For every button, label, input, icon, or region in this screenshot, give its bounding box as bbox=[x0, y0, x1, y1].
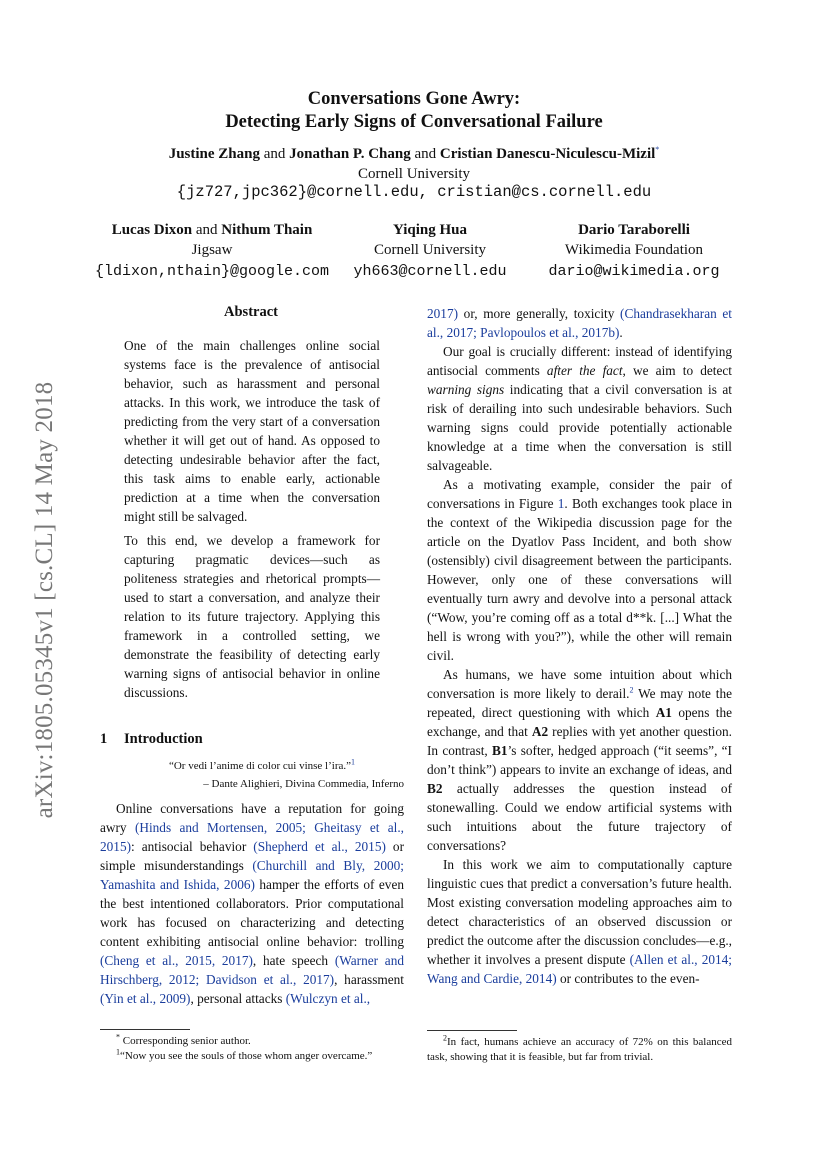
author-affiliation: Cornell University bbox=[357, 166, 471, 182]
abstract-paragraph: One of the main challenges online social systems face is the prevalence of antisocial behavior, such as harassment and personal attacks. In this work, we introduce the task of predicting from the very start of a conversation whether it will get out of hand. As opposed to detecting undesirable behavior after the fact, this task aims to enable early, actionable prediction at a time when the conversation might still be salvaged. bbox=[124, 338, 380, 524]
author-group-jigsaw bbox=[62, 220, 362, 282]
author-email: dario@wikimedia.org bbox=[548, 263, 720, 280]
section-title: Introduction bbox=[124, 731, 203, 747]
author-affiliation: Jigsaw bbox=[191, 242, 233, 258]
paragraph-this-work bbox=[427, 855, 732, 988]
footnotes-left bbox=[100, 1034, 404, 1064]
section-number: 1 bbox=[100, 731, 108, 747]
footnote-ref-link[interactable]: 2 bbox=[629, 685, 634, 695]
footnote-2 bbox=[100, 1049, 404, 1064]
body-text: actually addresses the question instead of stonewalling. Could we endow artificial systems with such intuitions about the future trajectory of conversations? bbox=[427, 781, 732, 853]
author-emails-row-1: {jz727,jpc362}@cornell.edu, cristian@cs.cornell.edu bbox=[176, 183, 652, 201]
author-name: Jonathan P. Chang bbox=[289, 146, 411, 162]
body-text: or contributes to the even- bbox=[556, 971, 700, 986]
author-group-hua bbox=[340, 220, 520, 282]
body-text: In this work we aim to computationally capture linguistic cues that predict a conversation’s future health. Most existing conversation modeling approaches aim to detect characteristics of an observed discussion or predict the outcome after the discussion concludes—e.g., whether it involves a present dispute bbox=[427, 857, 732, 967]
author-email: yh663@cornell.edu bbox=[353, 263, 507, 280]
citation-link[interactable]: (Chandrasekharan et al., 2017; Pavlopoulos et al., 2017b) bbox=[427, 306, 732, 340]
author-and: and bbox=[195, 222, 218, 238]
abstract-paragraph: To this end, we develop a framework for capturing pragmatic devices—such as politeness strategies and rhetorical prompts—used to start a conversation, and analyze their relation to its future trajectory. Applying this framework in a controlled setting, we demonstrate the feasibility of detecting early warning signs of antisocial behavior in online discussions. bbox=[124, 533, 380, 700]
abstract-heading: Abstract bbox=[224, 304, 278, 320]
right-column bbox=[427, 304, 732, 988]
epigraph-attribution: – Dante Alighieri, Divina Commedia, Inferno bbox=[203, 778, 404, 790]
abstract-body bbox=[124, 336, 380, 707]
speaker-label: A2 bbox=[531, 724, 549, 739]
author-name: Nithum Thain bbox=[221, 222, 313, 238]
body-text: opens the exchange, and that bbox=[427, 705, 732, 739]
author-names-row-1 bbox=[0, 144, 828, 164]
section-heading-introduction bbox=[100, 731, 203, 748]
emphasis-text: warning signs bbox=[427, 382, 505, 397]
footnote-text: Corresponding senior author. bbox=[122, 1035, 251, 1047]
arxiv-sidebar bbox=[28, 345, 62, 855]
speaker-label: A1 bbox=[655, 705, 672, 720]
author-affiliation: Wikimedia Foundation bbox=[564, 242, 704, 258]
citation-link[interactable]: 2017) bbox=[427, 306, 459, 321]
body-text: ’s softer, hedged approach (“it seems”, “I don’t think”) appears to invite an exchange of ideas, and bbox=[427, 743, 732, 777]
citation-link[interactable]: (Cheng et al., 2015, 2017) bbox=[100, 953, 253, 968]
speaker-label: B1 bbox=[492, 743, 508, 758]
body-text: hamper the efforts of even the best intentioned collaborators. Prior computational work has focused on characterizing and detecting content exhibiting antisocial online behavior: trolling bbox=[100, 877, 404, 949]
paper-title bbox=[0, 88, 828, 134]
paragraph-goal bbox=[427, 342, 732, 475]
body-text: , we aim to detect bbox=[622, 363, 732, 378]
footnote-right bbox=[427, 1035, 732, 1065]
citation-link[interactable]: (Hinds and Mortensen, 2005; Gheitasy et al., 2015) bbox=[100, 820, 404, 854]
body-text: As humans, we have some intuition about which conversation is more likely to derail. bbox=[427, 667, 732, 701]
body-text: We may note the repeated, direct questioning with which bbox=[427, 686, 732, 720]
author-name: Dario Taraborelli bbox=[578, 222, 690, 238]
author-email: {ldixon,nthain}@google.com bbox=[94, 263, 330, 280]
body-text: Our goal is crucially different: instead of identifying antisocial comments bbox=[427, 344, 732, 378]
paragraph-example bbox=[427, 475, 732, 665]
body-text: : antisocial behavior bbox=[131, 839, 254, 854]
footnote-rule bbox=[100, 1029, 190, 1030]
citation-link[interactable]: (Churchill and Bly, 2000; Yamashita and Ishida, 2006) bbox=[100, 858, 404, 892]
author-name: Lucas Dixon bbox=[111, 222, 193, 238]
body-text: . bbox=[619, 325, 623, 340]
intro-paragraph-1 bbox=[100, 799, 404, 1008]
epigraph-text: “Or vedi l’anime di color cui vinse l’ira.” bbox=[168, 760, 352, 772]
body-text: indicating that a civil conversation is at risk of derailing into such undesirable behaviors. Such warning signs could provide potentially actionable knowledge at a time when the conversation is still salvageable. bbox=[427, 382, 733, 473]
citation-link[interactable]: (Wulczyn et al., bbox=[285, 991, 371, 1006]
author-group-taraborelli bbox=[530, 220, 738, 282]
body-text: , hate speech bbox=[252, 953, 335, 968]
author-name: Cristian Danescu-Niculescu-Mizil bbox=[439, 146, 656, 162]
epigraph-footnote-mark[interactable]: 1 bbox=[351, 757, 356, 767]
citation-link[interactable]: (Warner and Hirschberg, 2012; Davidson et al., 2017) bbox=[100, 953, 404, 987]
figure-ref-link[interactable]: 1 bbox=[557, 496, 565, 511]
emphasis-text: after the fact bbox=[546, 363, 623, 378]
paragraph-intuition bbox=[427, 665, 732, 855]
body-text: or, more generally, toxicity bbox=[458, 306, 621, 321]
citation-link[interactable]: (Yin et al., 2009) bbox=[100, 991, 191, 1006]
body-text: , harassment bbox=[334, 972, 404, 987]
title-line-1: Conversations Gone Awry: bbox=[307, 89, 521, 109]
body-text: Online conversations have a reputation for going awry bbox=[100, 801, 404, 835]
author-affiliation: Cornell University bbox=[373, 242, 487, 258]
footnote-text: In fact, humans achieve an accuracy of 72% on this balanced task, showing that it is feasible, but far from trivial. bbox=[427, 1036, 732, 1063]
body-text: , personal attacks bbox=[190, 991, 286, 1006]
footnote-rule bbox=[427, 1030, 517, 1031]
author-block-1 bbox=[0, 144, 828, 184]
author-and: and bbox=[414, 146, 437, 162]
paragraph-continuation bbox=[427, 304, 732, 342]
author-name: Justine Zhang bbox=[168, 146, 260, 162]
body-text: or simple misunderstandings bbox=[100, 839, 404, 873]
footnote-mark: 1 bbox=[116, 1047, 120, 1057]
body-text: . Both exchanges took place in the context of the Wikipedia discussion page for the article on the Dyatlov Pass Incident, and both show (ostensibly) civil disagreement between the participants. However, only one of these conversations will eventually turn awry and devolve into a personal attack (“Wow, you’re coming off as a total d**k. [...] What the hell is wrong with you?”), while the other will remain civil. bbox=[427, 496, 732, 663]
title-line-2: Detecting Early Signs of Conversational Failure bbox=[225, 112, 603, 132]
footnote-1 bbox=[100, 1034, 404, 1049]
body-text: As a motivating example, consider the pair of conversations in Figure bbox=[427, 477, 732, 511]
body-text: replies with yet another question. In contrast, bbox=[427, 724, 733, 758]
footnote-text: “Now you see the souls of those whom anger overcame.” bbox=[120, 1050, 373, 1062]
citation-link[interactable]: (Allen et al., 2014; Wang and Cardie, 2014) bbox=[427, 952, 732, 986]
author-footnote-mark[interactable]: * bbox=[655, 145, 660, 154]
arxiv-identifier: arXiv:1805.05345v1 [cs.CL] 14 May 2018 bbox=[31, 381, 58, 819]
citation-link[interactable]: (Shepherd et al., 2015) bbox=[253, 839, 386, 854]
epigraph bbox=[100, 757, 404, 772]
author-name: Yiqing Hua bbox=[392, 222, 468, 238]
footnote-mark: 2 bbox=[443, 1033, 447, 1043]
speaker-label: B2 bbox=[427, 781, 443, 796]
author-and: and bbox=[263, 146, 286, 162]
footnote-mark: * bbox=[116, 1032, 120, 1042]
